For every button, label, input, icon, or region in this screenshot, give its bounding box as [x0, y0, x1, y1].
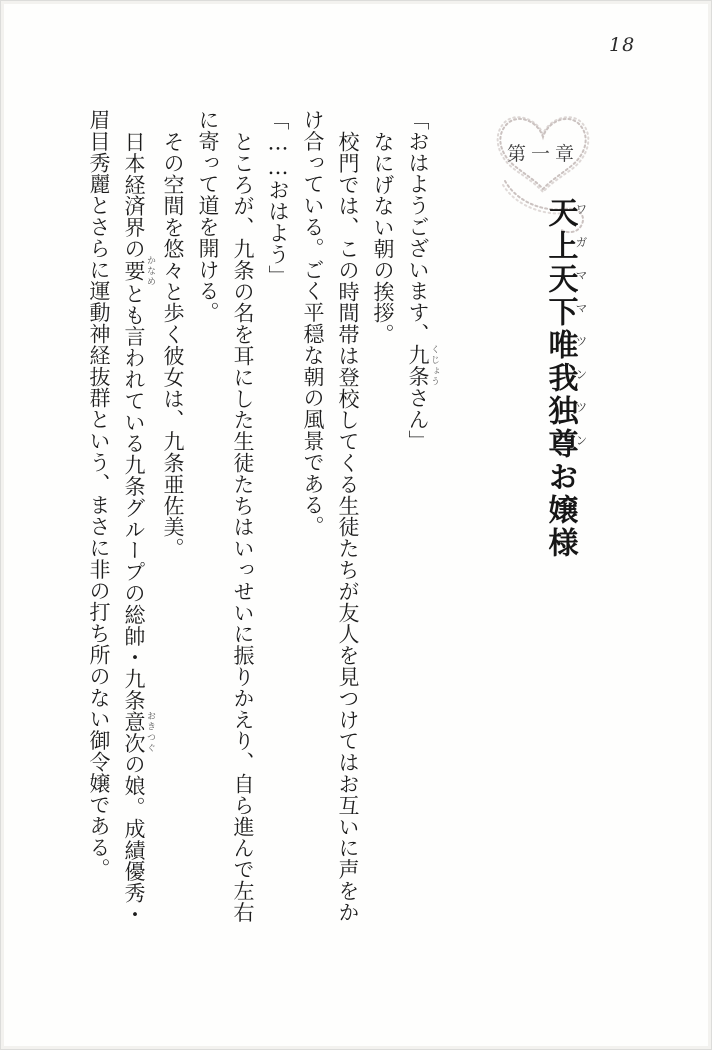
text-line: け合っている。ごく平穏な朝の風景である。: [301, 109, 325, 537]
body-text: [87, 109, 439, 951]
text-line: 日本経済界の要 かなめとも言われている九条グループの総帥・九条意次 おきつぐの娘。成績優秀・: [122, 131, 155, 925]
chapter-title-ruby: ワガママツンツン: [574, 197, 588, 461]
chapter-title: [537, 197, 588, 560]
ruby-annotated-word: 要 かなめ: [122, 255, 155, 287]
text-line: 「おはようございます、九条 くじょうさん」: [406, 109, 439, 452]
chapter-title-tail: お嬢様: [542, 461, 578, 560]
text-line: 校門では、この時間帯は登校してくる生徒たちが友人を見つけてはお互いに声をか: [336, 131, 360, 923]
ruby-annotated-word: 九条 くじょう: [406, 344, 439, 388]
ruby-annotated-word: 意次 おきつぐ: [122, 710, 155, 754]
chapter-title-main: 天上天下唯我独尊ワガママツンツン: [542, 197, 588, 461]
text-line: 「……おはよう」: [266, 109, 290, 287]
text-line: ところが、九条の名を耳にした生徒たちはいっせいに振りかえり、自ら進んで左右: [231, 131, 255, 923]
text-line: 眉目秀麗とさらに運動神経抜群という、まさに非の打ち所のない御令嬢である。: [87, 109, 111, 880]
text-line: なにげない朝の挨拶。: [371, 131, 395, 345]
text-line: に寄って道を開ける。: [196, 109, 220, 323]
chapter-label: 第一章: [506, 143, 579, 165]
page-number: 18: [609, 34, 636, 56]
text-line: その空間を悠々と歩く彼女は、九条亜佐美。: [161, 131, 185, 559]
